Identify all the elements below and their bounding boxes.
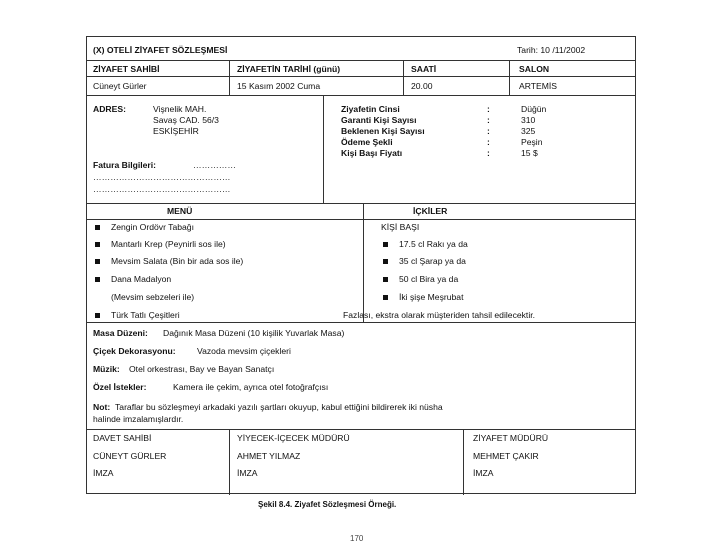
extra-label: Müzik: bbox=[93, 364, 120, 374]
bullet-icon bbox=[383, 259, 388, 264]
signature-name: MEHMET ÇAKIR bbox=[473, 451, 539, 461]
drinks-note: Fazlası, ekstra olarak müşteriden tahsil edilecektir. bbox=[343, 310, 536, 320]
menu-item: (Mevsim sebzeleri ile) bbox=[111, 292, 195, 302]
note-text: halinde imzalamışlardır. bbox=[93, 414, 184, 424]
column-header-time: SAATİ bbox=[411, 64, 437, 74]
detail-value: 15 $ bbox=[521, 148, 538, 158]
time-value: 20.00 bbox=[411, 81, 433, 91]
detail-colon: : bbox=[487, 126, 490, 136]
form-title: (X) OTELİ ZİYAFET SÖZLEŞMESİ bbox=[93, 45, 228, 55]
menu-item: Mevsim Salata (Bin bir ada sos ile) bbox=[111, 256, 244, 266]
address-line: Savaş CAD. 56/3 bbox=[153, 115, 219, 125]
column-header-date: ZİYAFETİN TARİHİ (günü) bbox=[237, 64, 341, 74]
drinks-subtitle: KİŞİ BAŞI bbox=[381, 222, 420, 232]
drink-item: 35 cl Şarap ya da bbox=[399, 256, 466, 266]
invoice-dots: ………………………………………… bbox=[93, 184, 231, 194]
drink-item: İki şişe Meşrubat bbox=[399, 292, 464, 302]
column-header-host: ZİYAFET SAHİBİ bbox=[93, 64, 160, 74]
hall-value: ARTEMİS bbox=[519, 81, 558, 91]
drink-item: 17.5 cl Rakı ya da bbox=[399, 239, 468, 249]
detail-colon: : bbox=[487, 104, 490, 114]
banquet-contract-form bbox=[86, 36, 636, 494]
signature-name: CÜNEYT GÜRLER bbox=[93, 451, 167, 461]
note-label: Not: bbox=[93, 402, 111, 412]
bullet-icon bbox=[95, 313, 100, 318]
address-line: Vişnelik MAH. bbox=[153, 104, 207, 114]
menu-item: Zengin Ordövr Tabağı bbox=[111, 222, 194, 232]
bullet-icon bbox=[95, 259, 100, 264]
extra-label: Özel İstekler: bbox=[93, 382, 147, 392]
column-divider bbox=[463, 429, 464, 495]
column-divider bbox=[403, 60, 404, 95]
rule bbox=[87, 95, 635, 96]
signature-name: AHMET YILMAZ bbox=[237, 451, 301, 461]
column-divider bbox=[229, 60, 230, 95]
address-label: ADRES: bbox=[93, 104, 126, 114]
detail-label: Garanti Kişi Sayısı bbox=[341, 115, 417, 125]
signature-header: DAVET SAHİBİ bbox=[93, 433, 152, 443]
signature-header: ZİYAFET MÜDÜRÜ bbox=[473, 433, 549, 443]
page-number: 170 bbox=[350, 534, 364, 543]
extra-value: Otel orkestrası, Bay ve Bayan Sanatçı bbox=[129, 364, 275, 374]
signature-header: YİYECEK-İÇECEK MÜDÜRÜ bbox=[237, 433, 350, 443]
signature-sign: İMZA bbox=[93, 468, 114, 478]
extra-value: Kamera ile çekim, ayrıca otel fotoğrafçısı bbox=[173, 382, 329, 392]
form-date: Tarih: 10 /11/2002 bbox=[517, 45, 586, 55]
signature-sign: İMZA bbox=[473, 468, 494, 478]
note-text: Taraflar bu sözleşmeyi arkadaki yazılı şartları okuyup, kabul ettiğini bildirerek iki nüsha bbox=[115, 402, 443, 412]
extra-label: Masa Düzeni: bbox=[93, 328, 148, 338]
host-value: Cüneyt Gürler bbox=[93, 81, 147, 91]
invoice-dots: …………… bbox=[193, 160, 236, 170]
menu-item: Türk Tatlı Çeşitleri bbox=[111, 310, 180, 320]
detail-colon: : bbox=[487, 137, 490, 147]
date-value: 15 Kasım 2002 Cuma bbox=[237, 81, 321, 91]
extra-value: Vazoda mevsim çiçekleri bbox=[197, 346, 291, 356]
rule bbox=[87, 76, 635, 77]
bullet-icon bbox=[383, 277, 388, 282]
bullet-icon bbox=[95, 277, 100, 282]
figure-caption: Şekil 8.4. Ziyafet Sözleşmesi Örneği. bbox=[258, 500, 397, 509]
column-divider bbox=[229, 429, 230, 495]
detail-value: 310 bbox=[521, 115, 536, 125]
drink-item: 50 cl Bira ya da bbox=[399, 274, 459, 284]
column-header-hall: SALON bbox=[519, 64, 550, 74]
drinks-title: İÇKİLER bbox=[413, 206, 448, 216]
signature-sign: İMZA bbox=[237, 468, 258, 478]
bullet-icon bbox=[95, 242, 100, 247]
address-line: ESKİŞEHİR bbox=[153, 126, 199, 136]
rule bbox=[87, 219, 635, 220]
detail-value: Düğün bbox=[521, 104, 547, 114]
detail-colon: : bbox=[487, 148, 490, 158]
detail-value: Peşin bbox=[521, 137, 543, 147]
detail-label: Beklenen Kişi Sayısı bbox=[341, 126, 425, 136]
detail-label: Ziyafetin Cinsi bbox=[341, 104, 400, 114]
rule bbox=[87, 429, 635, 430]
detail-label: Ödeme Şekli bbox=[341, 137, 393, 147]
invoice-dots: ………………………………………… bbox=[93, 172, 231, 182]
column-divider bbox=[363, 203, 364, 322]
bullet-icon bbox=[383, 242, 388, 247]
detail-colon: : bbox=[487, 115, 490, 125]
extra-value: Dağınık Masa Düzeni (10 kişilik Yuvarlak Masa) bbox=[163, 328, 345, 338]
bullet-icon bbox=[383, 295, 388, 300]
column-divider bbox=[323, 95, 324, 203]
rule bbox=[87, 203, 635, 204]
detail-label: Kişi Başı Fiyatı bbox=[341, 148, 403, 158]
invoice-label: Fatura Bilgileri: bbox=[93, 160, 157, 170]
menu-title: MENÜ bbox=[167, 206, 193, 216]
menu-item: Mantarlı Krep (Peynirli sos ile) bbox=[111, 239, 226, 249]
column-divider bbox=[509, 60, 510, 95]
extra-label: Çiçek Dekorasyonu: bbox=[93, 346, 176, 356]
menu-item: Dana Madalyon bbox=[111, 274, 172, 284]
rule bbox=[87, 322, 635, 323]
bullet-icon bbox=[95, 225, 100, 230]
rule bbox=[87, 60, 635, 61]
detail-value: 325 bbox=[521, 126, 536, 136]
